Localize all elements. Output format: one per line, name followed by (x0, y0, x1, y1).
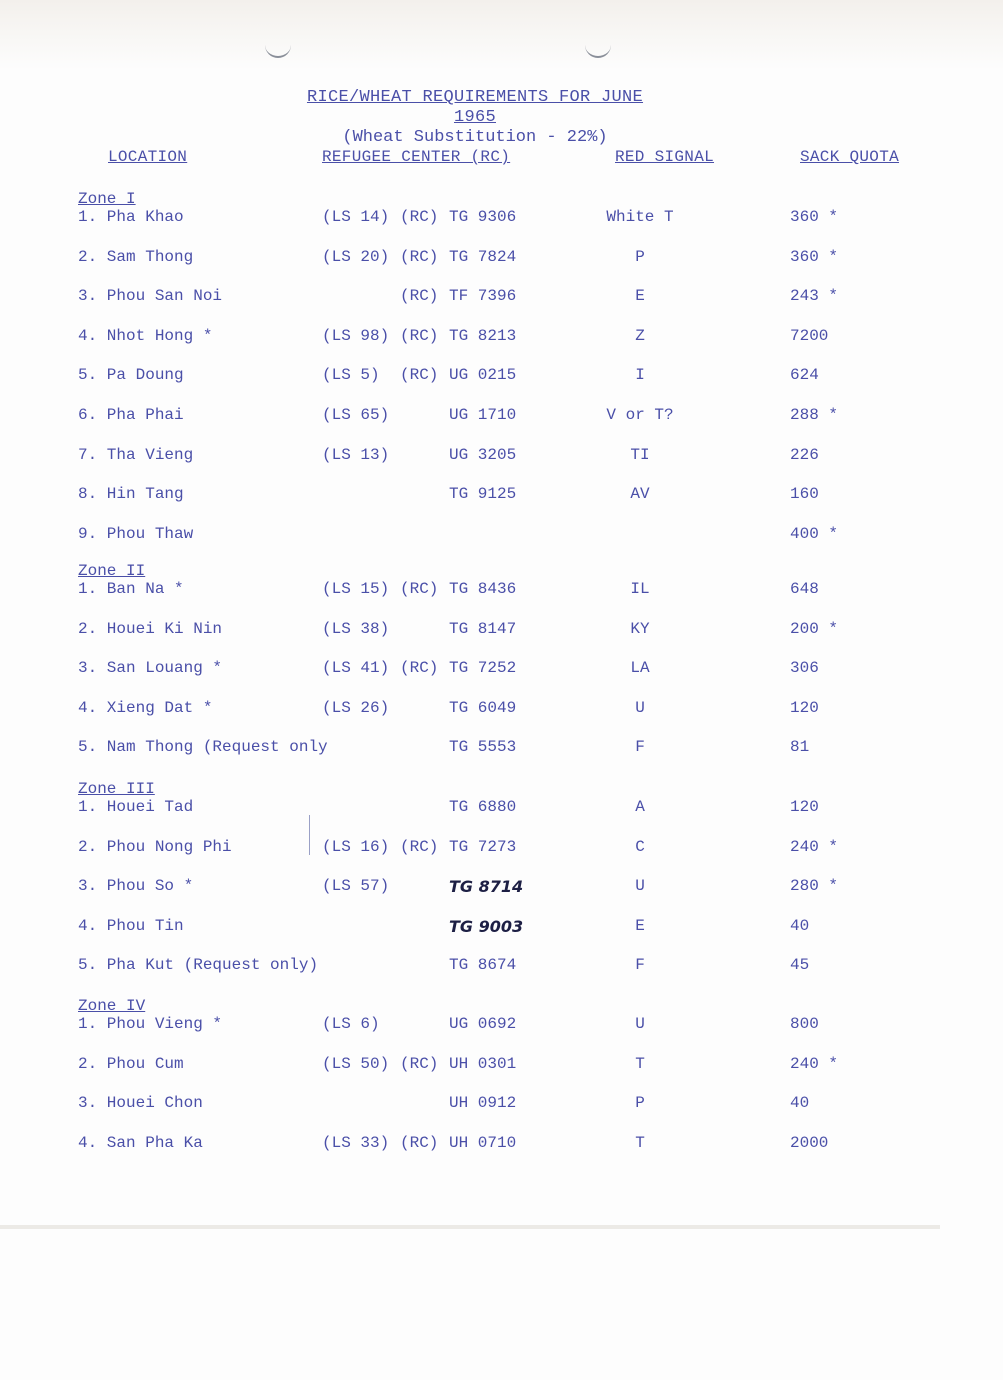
cell-rc: (RC) (400, 580, 439, 598)
cell-loc: 4. Xieng Dat * (78, 698, 213, 717)
cell-loc: 1. Ban Na * (78, 580, 184, 598)
cell-qty: 648 (790, 580, 819, 598)
page-edge (0, 1225, 940, 1229)
cell-tg: TG 5553 (449, 738, 517, 757)
cell-tg: UG 0692 (449, 1015, 517, 1033)
table-row (0, 877, 1003, 901)
cell-ls: (LS 98) (322, 326, 390, 345)
cell-sig: IL (630, 580, 650, 598)
cell-qty: 288 * (790, 406, 839, 424)
cell-sig: V or T? (606, 406, 674, 424)
table-row (0, 485, 1003, 509)
cell-sig: U (635, 698, 645, 717)
cell-qty: 226 (790, 445, 819, 464)
cell-sig: A (635, 798, 645, 816)
cell-sig: E (635, 916, 645, 935)
cell-tg: UG 3205 (449, 445, 517, 464)
cell-qty: 306 (790, 659, 819, 678)
cell-qty: 240 * (790, 1054, 839, 1073)
cell-rc: (RC) (400, 208, 439, 226)
cell-loc: 9. Phou Thaw (78, 524, 194, 543)
cell-sig: KY (630, 619, 650, 638)
cell-tg: TG 7273 (449, 837, 517, 856)
table-row (0, 248, 1003, 272)
table-row (0, 1094, 1003, 1118)
table-row (0, 838, 1003, 862)
header-location: LOCATION (108, 148, 188, 166)
cell-qty: 120 (790, 798, 819, 816)
cell-tg: TG 8674 (449, 956, 517, 975)
cell-tg: TG 6880 (449, 798, 517, 816)
cell-tg: UH 0301 (449, 1054, 517, 1073)
cell-sig: F (635, 956, 645, 975)
cell-tg: TG 8147 (449, 619, 517, 638)
cell-ls: (LS 5) (322, 366, 380, 385)
zone-heading: Zone III (78, 780, 155, 798)
table-row (0, 798, 1003, 822)
table-row (0, 580, 1003, 604)
scan-edge (0, 0, 1003, 70)
title-line-2: (Wheat Substitution - 22%) (342, 128, 608, 147)
cell-qty: 40 (790, 1094, 810, 1113)
cell-rc: (RC) (400, 837, 439, 856)
cell-qty: 243 * (790, 287, 839, 306)
header-sack-quota: SACK QUOTA (800, 148, 900, 166)
cell-loc: 2. Sam Thong (78, 247, 194, 266)
cell-qty: 45 (790, 956, 810, 975)
cell-sig: U (635, 877, 645, 896)
table-row (0, 208, 1003, 232)
table-row (0, 406, 1003, 430)
cell-tg: UG 1710 (449, 406, 517, 424)
table-row (0, 699, 1003, 723)
cell-loc: 6. Pha Phai (78, 406, 184, 424)
table-row (0, 287, 1003, 311)
cell-qty: 360 * (790, 208, 839, 226)
header-red-signal: RED SIGNAL (615, 148, 715, 166)
cell-sig: T (635, 1054, 645, 1073)
cell-tg: TG 9125 (449, 485, 517, 504)
cell-rc: (RC) (400, 366, 439, 385)
cell-ls: (LS 41) (322, 659, 390, 678)
cell-loc: 5. Pha Kut (Request only) (78, 956, 319, 975)
table-row (0, 327, 1003, 351)
cell-rc: (RC) (400, 287, 439, 306)
cell-sig: I (635, 366, 645, 385)
cell-sig: C (635, 837, 645, 856)
cell-rc: (RC) (400, 247, 439, 266)
cell-ls: (LS 38) (322, 619, 390, 638)
cell-qty: 7200 (790, 326, 829, 345)
cell-qty: 360 * (790, 247, 839, 266)
table-row (0, 738, 1003, 762)
cell-qty: 800 (790, 1015, 819, 1033)
cell-sig: TI (630, 445, 650, 464)
table-row (0, 956, 1003, 980)
cell-ls: (LS 26) (322, 698, 390, 717)
cell-tg: UH 0710 (449, 1133, 517, 1152)
table-row (0, 917, 1003, 941)
cell-sig: T (635, 1133, 645, 1152)
cell-sig: E (635, 287, 645, 306)
cell-tg: UG 0215 (449, 366, 517, 385)
zone-heading: Zone IV (78, 997, 146, 1015)
cell-loc: 4. San Pha Ka (78, 1133, 203, 1152)
zone-heading: Zone II (78, 562, 146, 580)
cell-loc: 1. Phou Vieng * (78, 1015, 223, 1033)
cell-rc: (RC) (400, 1054, 439, 1073)
cell-loc: 5. Nam Thong (Request only (78, 738, 328, 757)
table-row (0, 620, 1003, 644)
zone-heading: Zone I (78, 190, 136, 208)
cell-tg: TG 8436 (449, 580, 517, 598)
cell-loc: 3. San Louang * (78, 659, 223, 678)
cell-sig: F (635, 738, 645, 757)
cell-ls: (LS 14) (322, 208, 390, 226)
cell-sig: White T (606, 208, 674, 226)
cell-qty: 120 (790, 698, 819, 717)
cell-tg: TG 9003 (449, 916, 524, 936)
header-refugee-center: REFUGEE CENTER (RC) (322, 148, 511, 166)
table-row (0, 659, 1003, 683)
cell-tg: TG 6049 (449, 698, 517, 717)
cell-ls: (LS 16) (322, 837, 390, 856)
cell-qty: 160 (790, 485, 819, 504)
cell-loc: 3. Houei Chon (78, 1094, 203, 1113)
title-line-1: RICE/WHEAT REQUIREMENTS FOR JUNE 1965 (306, 88, 644, 127)
cell-tg: TF 7396 (449, 287, 517, 306)
cell-ls: (LS 57) (322, 877, 390, 896)
cell-tg: TG 8213 (449, 326, 517, 345)
document-title (290, 88, 660, 148)
cell-ls: (LS 65) (322, 406, 390, 424)
cell-tg: UH 0912 (449, 1094, 517, 1113)
cell-sig: LA (630, 659, 650, 678)
table-row (0, 1055, 1003, 1079)
cell-loc: 3. Phou San Noi (78, 287, 223, 306)
table-row (0, 366, 1003, 390)
cell-loc: 2. Phou Nong Phi (78, 837, 232, 856)
cell-ls: (LS 50) (322, 1054, 390, 1073)
cell-rc: (RC) (400, 326, 439, 345)
cell-loc: 3. Phou So * (78, 877, 194, 896)
cell-qty: 240 * (790, 837, 839, 856)
cell-loc: 4. Phou Tin (78, 916, 184, 935)
cell-rc: (RC) (400, 1133, 439, 1152)
cell-qty: 200 * (790, 619, 839, 638)
cell-qty: 280 * (790, 877, 839, 896)
cell-qty: 2000 (790, 1133, 829, 1152)
cell-loc: 5. Pa Doung (78, 366, 184, 385)
cell-tg: TG 9306 (449, 208, 517, 226)
cell-sig: Z (635, 326, 645, 345)
cell-sig: P (635, 1094, 645, 1113)
cell-tg: TG 7252 (449, 659, 517, 678)
cell-tg: TG 7824 (449, 247, 517, 266)
cell-loc: 4. Nhot Hong * (78, 326, 213, 345)
cell-rc: (RC) (400, 659, 439, 678)
cell-sig: P (635, 247, 645, 266)
table-row (0, 1134, 1003, 1158)
cell-loc: 7. Tha Vieng (78, 445, 194, 464)
cell-sig: U (635, 1015, 645, 1033)
cell-qty: 81 (790, 738, 810, 757)
table-row (0, 1015, 1003, 1039)
cell-ls: (LS 13) (322, 445, 390, 464)
cell-qty: 400 * (790, 524, 839, 543)
cell-ls: (LS 20) (322, 247, 390, 266)
cell-ls: (LS 15) (322, 580, 390, 598)
cell-sig: AV (630, 485, 650, 504)
cell-ls: (LS 33) (322, 1133, 390, 1152)
cell-qty: 624 (790, 366, 819, 385)
cell-loc: 2. Phou Cum (78, 1054, 184, 1073)
cell-loc: 1. Houei Tad (78, 798, 194, 816)
cell-ls: (LS 6) (322, 1015, 380, 1033)
cell-tg: TG 8714 (449, 877, 524, 897)
table-row (0, 525, 1003, 549)
cell-loc: 1. Pha Khao (78, 208, 184, 226)
cell-qty: 40 (790, 916, 810, 935)
cell-loc: 2. Houei Ki Nin (78, 619, 223, 638)
table-row (0, 446, 1003, 470)
cell-loc: 8. Hin Tang (78, 485, 184, 504)
